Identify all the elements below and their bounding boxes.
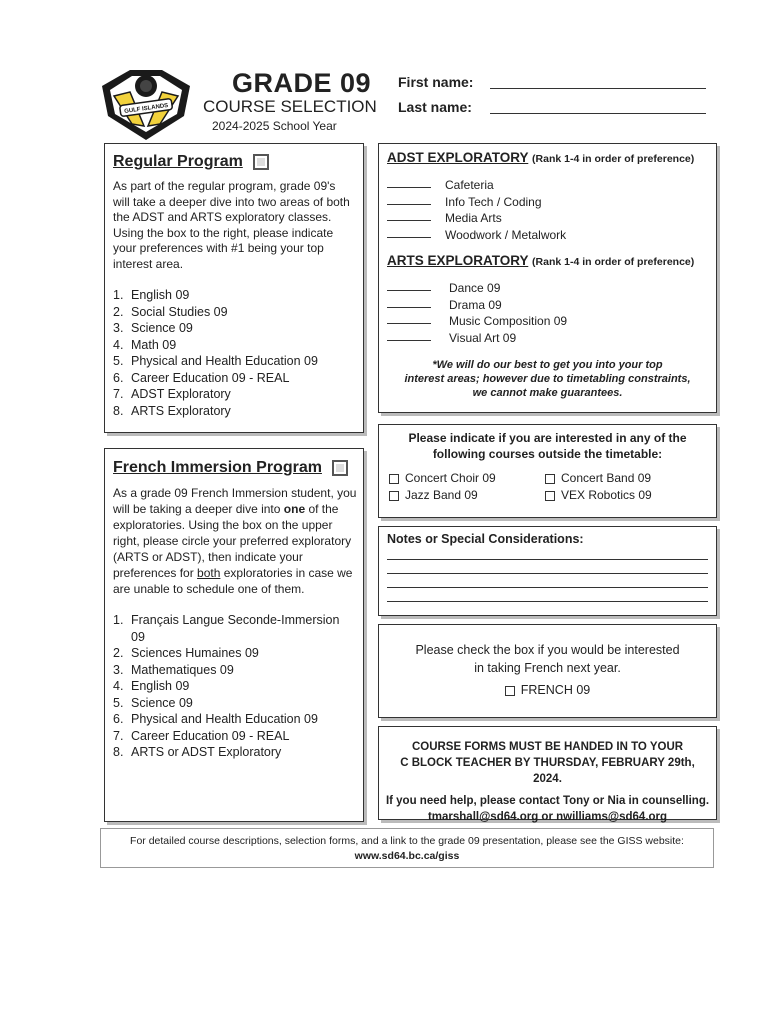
french-next-year-box (378, 624, 717, 718)
list-item[interactable]: Media Arts (387, 210, 708, 227)
list-item[interactable]: Woodwork / Metalwork (387, 227, 708, 244)
footer-text: For detailed course descriptions, selection forms, and a link to the grade 09 presentation, please see the GISS website: (130, 835, 684, 847)
french-immersion-title: French Immersion Program (113, 459, 322, 476)
regular-program-description: As part of the regular program, grade 09's will take a deeper dive into two areas of both the ADST and ARTS exploratory classes. Using the box to the right, please indicate your preferences with #1 being your top interest area. (113, 179, 350, 271)
french-immersion-box (104, 448, 364, 822)
regular-program-checkbox[interactable] (253, 154, 269, 170)
checkbox[interactable] (389, 474, 399, 484)
list-item[interactable]: Dance 09 (387, 280, 708, 297)
guarantee-note: *We will do our best to get you into your top interest areas; however due to timetabling constraints, we cannot make guarantees. (404, 359, 691, 399)
arts-heading: ARTS EXPLORATORY (Rank 1-4 in order of preference) (387, 253, 695, 268)
exploratory-box (378, 143, 717, 413)
list-item: 7. Career Education 09 - REAL (113, 728, 290, 743)
list-item: 6. Career Education 09 - REAL (113, 370, 290, 385)
first-name-field[interactable] (490, 74, 706, 89)
adst-heading: ADST EXPLORATORY (Rank 1-4 in order of preference) (387, 150, 695, 165)
school-year: 2024-2025 School Year (212, 119, 337, 133)
list-item: 5. Physical and Health Education 09 (113, 354, 318, 368)
list-item: 4. Math 09 (113, 337, 177, 352)
notes-line[interactable] (387, 546, 708, 560)
french-immersion-checkbox[interactable] (332, 460, 348, 476)
school-crest-logo (100, 66, 192, 142)
arts-options (387, 280, 708, 346)
vex-robotics-option[interactable]: VEX Robotics 09 (545, 487, 695, 504)
list-item: 5. Science 09 (113, 695, 193, 710)
concert-band-option[interactable]: Concert Band 09 (545, 470, 695, 487)
list-item: 1. English 09 (113, 288, 190, 302)
adst-options (387, 177, 708, 243)
notes-label: Notes or Special Considerations: (387, 532, 584, 546)
french-09-option[interactable]: FRENCH 09 (387, 683, 708, 697)
counsellor-emails[interactable]: tmarshall@sd64.org or nwilliams@sd64.org (427, 811, 668, 823)
regular-program-title: Regular Program (113, 153, 243, 170)
notes-box (378, 526, 717, 616)
list-item: 8. ARTS or ADST Exploratory (113, 745, 282, 759)
list-item: 8. ARTS Exploratory (113, 403, 231, 418)
notes-line[interactable] (387, 588, 708, 602)
checkbox[interactable] (545, 491, 555, 501)
french-immersion-description: As a grade 09 French Immersion student, you will be taking a deeper dive into one of the exploratories. Using the box on the upper right, please circle your preferred exploratory (ARTS or ADST), then indicate your preferences for both exploratories in case we are unable to schedule one of them. (113, 486, 357, 596)
list-item[interactable]: Visual Art 09 (387, 330, 708, 347)
page-title: GRADE 09 (232, 68, 372, 98)
list-item: 2. Sciences Humaines 09 (113, 646, 259, 660)
list-item[interactable]: Cafeteria (387, 177, 708, 194)
first-name-label: First name: (398, 74, 474, 90)
checkbox[interactable] (505, 686, 515, 696)
list-item: 4. English 09 (113, 679, 190, 693)
list-item[interactable]: Info Tech / Coding (387, 194, 708, 211)
concert-choir-option[interactable]: Concert Choir 09 (389, 470, 545, 487)
footer-box (100, 828, 714, 868)
last-name-label: Last name: (398, 99, 472, 115)
last-name-field[interactable] (490, 99, 706, 114)
page-subtitle: COURSE SELECTION (203, 97, 377, 116)
list-item: 3. Mathematiques 09 (113, 662, 234, 677)
regular-course-list (113, 287, 355, 419)
french-course-list (113, 612, 355, 761)
regular-program-box (104, 143, 364, 433)
list-item: 3. Science 09 (113, 321, 193, 335)
deadline-text: COURSE FORMS MUST BE HANDED IN TO YOUR C BLOCK TEACHER BY THURSDAY, FEBRUARY 29th, 2024. (400, 741, 695, 785)
website-link[interactable]: www.sd64.bc.ca/giss (354, 850, 460, 862)
notes-line[interactable] (387, 560, 708, 574)
list-item: 7. ADST Exploratory (113, 387, 231, 401)
deadline-box (378, 726, 717, 823)
outside-timetable-heading: Please indicate if you are interested in any of the following courses outside the timetable: (408, 431, 687, 461)
outside-timetable-options (389, 470, 706, 504)
outside-timetable-box (378, 424, 717, 518)
list-item: 6. Physical and Health Education 09 (113, 712, 318, 726)
list-item[interactable]: Drama 09 (387, 297, 708, 314)
logo-text: GULF ISLANDS (123, 102, 169, 116)
checkbox[interactable] (389, 491, 399, 501)
french-next-year-text: Please check the box if you would be interested in taking French next year. (415, 643, 680, 675)
list-item: 2. Social Studies 09 (113, 304, 228, 319)
notes-line[interactable] (387, 574, 708, 588)
list-item: 1. Français Langue Seconde-Immersion 09 (113, 613, 340, 644)
checkbox[interactable] (545, 474, 555, 484)
list-item[interactable]: Music Composition 09 (387, 313, 708, 330)
jazz-band-option[interactable]: Jazz Band 09 (389, 487, 545, 504)
help-text: If you need help, please contact Tony or Nia in counselling. tmarshall@sd64.org or nwilliams@sd64.org (385, 795, 710, 823)
